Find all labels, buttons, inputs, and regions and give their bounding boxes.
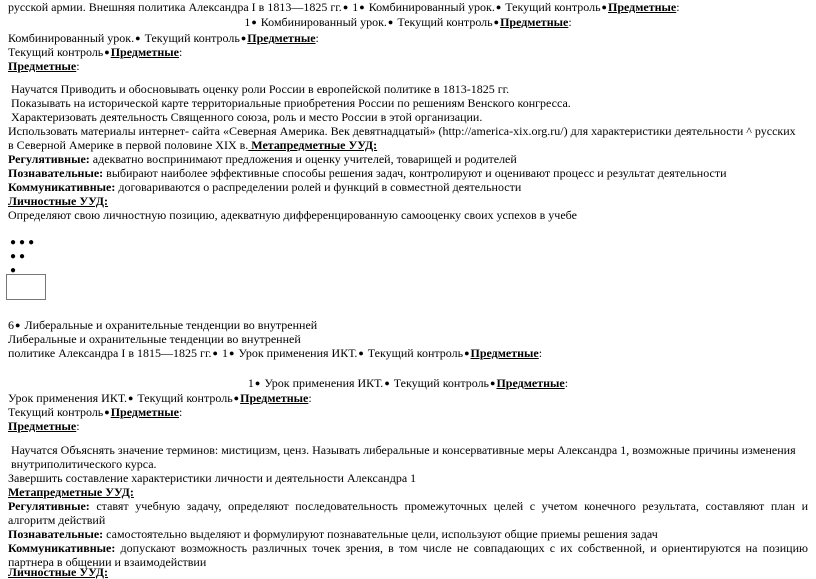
subject-heading: Предметные	[110, 405, 179, 419]
subject-heading: Предметные	[470, 346, 539, 360]
lesson-type: Комбинированный урок.	[257, 15, 387, 29]
outcome-line: внутриполитического курса.	[11, 457, 157, 471]
hours-count: 1	[349, 0, 359, 14]
uud-label: Коммуникативные:	[8, 180, 116, 194]
hours-count: 1	[247, 376, 254, 390]
bullet-icon: ●	[233, 393, 240, 403]
text-line	[8, 59, 80, 73]
bullet-icon: ●	[251, 17, 257, 27]
subject-heading: Предметные	[110, 45, 179, 59]
text-line	[8, 318, 317, 333]
bullet-icon: ●	[212, 348, 218, 358]
uud-text: договариваются о распределении ролей и функций в совместной деятельности	[115, 180, 522, 194]
outcome-line: Использовать материалы интернет- сайта «Северная Америка. Век девятнадцатый» (http://america-xix.org.ru/) для характеристики деятельности ^ русских	[8, 124, 796, 138]
outcome-line: Научатся Приводить и обосновывать оценку роли России в европейской политике в 1813-1825 гг.	[11, 82, 510, 96]
bullet-icon: ●	[359, 2, 365, 12]
bullet-icon: ●	[104, 47, 110, 57]
uud-text: выбирают наиболее эффективные способы решения задач, контролируют и оценивают процесс и результат деятельности	[103, 166, 727, 180]
hours-count: 1	[218, 346, 228, 360]
bullet-icon: ●	[15, 320, 21, 330]
hours-count: 1	[244, 15, 251, 29]
uud-line	[8, 152, 517, 166]
personal-heading: Личностные УУД:	[8, 565, 109, 579]
subject-heading: Предметные	[240, 391, 309, 405]
bullet-icon: ●	[358, 348, 364, 358]
lesson-topic: Либеральные и охранительные тенденции во внутренней	[8, 332, 301, 346]
outcome-line: Научатся Объяснять значение терминов: мистицизм, ценз. Называть либеральные и консервативные меры Александра 1, возможные причины изменения	[11, 443, 796, 457]
uud-line	[8, 180, 521, 194]
bullet-icon: ●	[495, 2, 502, 12]
bullet-row: ●●●	[10, 237, 38, 248]
colon: :	[538, 346, 543, 360]
control-type: Текущий контроль	[502, 0, 601, 14]
lesson-type: Урок применения ИКТ.	[8, 391, 127, 405]
text-line	[8, 419, 80, 433]
lesson-type: Урок применения ИКТ.	[235, 346, 358, 360]
meta-heading: Метапредметные УУД:	[8, 485, 134, 499]
lesson-type: Урок применения ИКТ.	[261, 376, 384, 390]
control-type: Текущий контроль	[394, 15, 493, 29]
lesson-type: Комбинированный урок.	[8, 31, 135, 45]
colon: :	[676, 0, 680, 14]
uud-line	[8, 527, 658, 541]
control-type: Текущий контроль	[8, 45, 104, 59]
control-type: Текущий контроль	[8, 405, 104, 419]
uud-label: Коммуникативные:	[8, 541, 116, 555]
subject-heading: Предметные	[500, 15, 569, 29]
text-line	[8, 138, 377, 152]
lesson-topic: русской армии. Внешняя политика Александра I в 1813—1825 гг.	[8, 0, 342, 14]
bullet-icon: ●	[254, 378, 261, 388]
uud-text: допускают возможность различных точек зрения, в том числе не совпадающих с их собственной, и ориентируются на позицию партнера в общении и взаимодействии	[8, 541, 808, 569]
outcome-line: Характеризовать деятельность Священного союза, роль и место России в этой организации.	[11, 110, 483, 124]
uud-line	[8, 541, 808, 569]
personal-heading: Личностные УУД:	[8, 194, 109, 208]
colon: :	[76, 59, 80, 73]
control-type: Текущий контроль	[390, 376, 490, 390]
bullet-icon: ●	[601, 2, 607, 12]
empty-cell-box	[6, 274, 46, 300]
text-line	[8, 405, 182, 420]
subject-heading: Предметные	[247, 31, 316, 45]
colon: :	[564, 376, 569, 390]
bullet-icon: ●	[240, 33, 247, 43]
bullet-icon: ●	[387, 17, 394, 27]
outcome-line: Показывать на исторической карте территориальные приобретения России по решениям Венского конгресса.	[11, 96, 571, 110]
control-type: Текущий контроль	[364, 346, 464, 360]
subject-heading: Предметные	[607, 0, 677, 14]
text-line	[8, 31, 319, 46]
colon: :	[568, 15, 572, 29]
uud-label: Регулятивные:	[8, 152, 90, 166]
outcome-line: в Северной Америке в первой половине XIX в.	[8, 138, 249, 152]
colon: :	[308, 391, 312, 405]
uud-text: адекватно воспринимают предложения и оценку учителей, товарищей и родителей	[89, 152, 517, 166]
control-type: Текущий контроль	[134, 391, 233, 405]
bullet-row: ●●	[10, 251, 29, 262]
bullet-icon: ●	[104, 407, 110, 417]
personal-text: Определяют свою личностную позицию, адекватную дифференцированную самооценку своих успехов в учебе	[8, 208, 577, 222]
bullet-row: ●	[10, 265, 20, 276]
text-line	[0, 15, 816, 30]
uud-label: Познавательные:	[8, 166, 104, 180]
subject-heading: Предметные	[8, 59, 77, 73]
colon: :	[178, 45, 183, 59]
text-line	[8, 346, 542, 361]
text-line	[0, 376, 816, 391]
bullet-icon: ●	[490, 378, 496, 388]
lesson-topic: Либеральные и охранительные тенденции во внутренней	[21, 318, 318, 332]
bullet-icon: ●	[493, 17, 500, 27]
text-line	[8, 0, 680, 15]
text-line	[8, 45, 182, 60]
bullet-icon: ●	[342, 2, 349, 12]
subject-heading: Предметные	[8, 419, 77, 433]
lesson-type: Комбинированный урок.	[365, 0, 495, 14]
control-type: Текущий контроль	[141, 31, 240, 45]
uud-line	[8, 166, 727, 180]
meta-heading: Метапредметные УУД:	[248, 138, 378, 152]
subject-heading: Предметные	[496, 376, 565, 390]
colon: :	[76, 419, 80, 433]
bullet-icon: ●	[228, 348, 235, 358]
bullet-icon: ●	[384, 378, 390, 388]
colon: :	[178, 405, 183, 419]
bullet-icon: ●	[464, 348, 470, 358]
uud-text: ставят учебную задачу, определяют последовательность промежуточных целей с учетом конечного результата, составляют план и алгоритм действий	[8, 499, 808, 527]
uud-label: Регулятивные:	[8, 499, 90, 513]
uud-text: самостоятельно выделяют и формулируют познавательные цели, используют общие приемы решения задач	[103, 527, 658, 541]
uud-line	[8, 499, 808, 527]
uud-label: Познавательные:	[8, 527, 104, 541]
bullet-icon: ●	[127, 393, 134, 403]
lesson-topic: политике Александра I в 1815—1825 гг.	[8, 346, 212, 360]
lesson-number: 6	[8, 318, 14, 332]
outcome-line: Завершить составление характеристики личности и деятельности Александра 1	[8, 471, 417, 485]
bullet-icon: ●	[135, 33, 141, 43]
colon: :	[315, 31, 319, 45]
text-line	[8, 391, 312, 406]
